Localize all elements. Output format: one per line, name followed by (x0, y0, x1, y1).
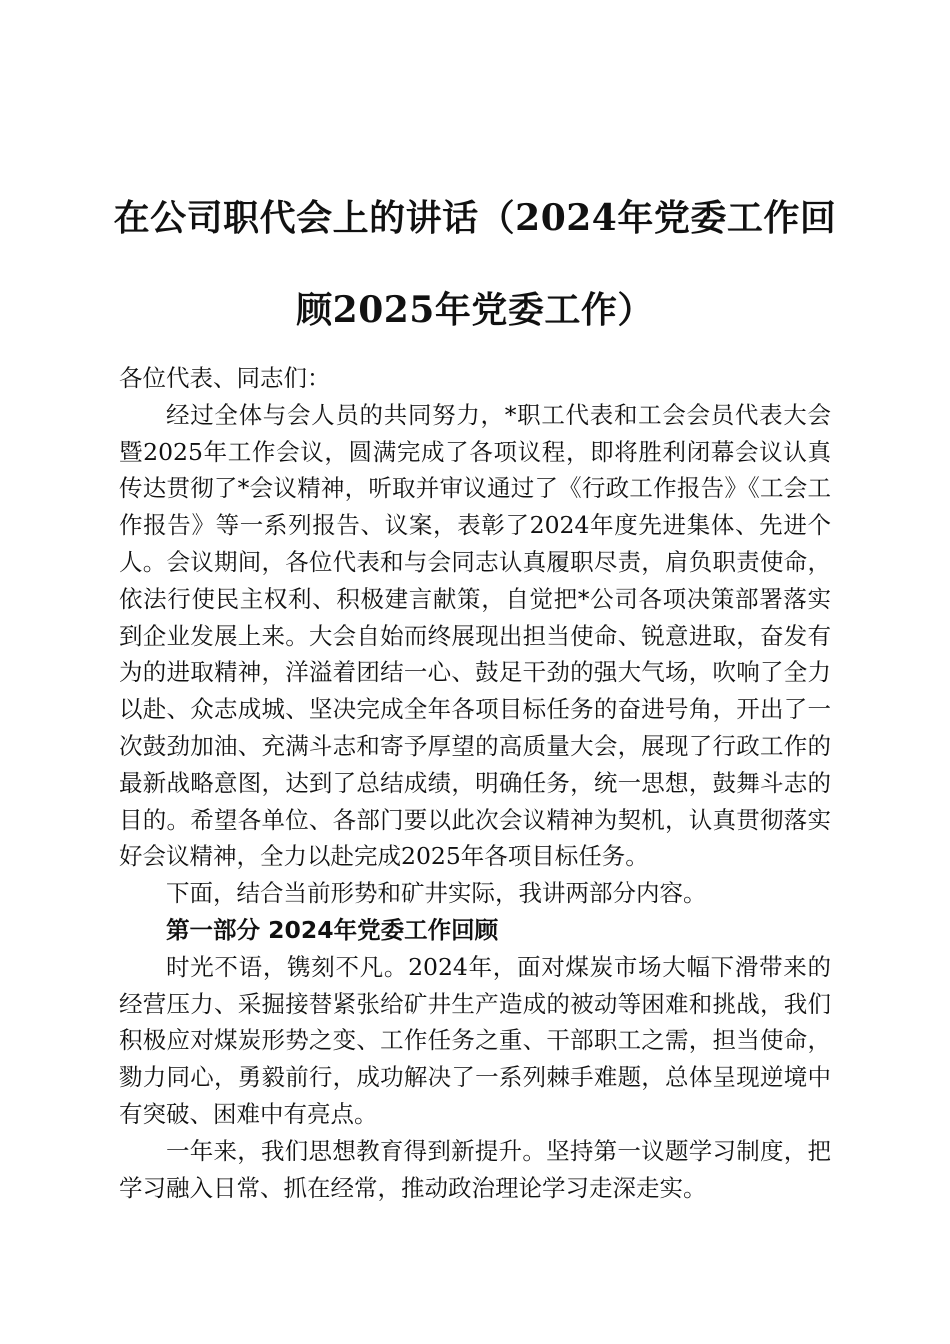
paragraph-review: 时光不语，镌刻不凡。2024年，面对煤炭市场大幅下滑带来的经营压力、采掘接替紧张给矿井生产造成的被动等困难和挑战，我们积极应对煤炭形势之变、工作任务之重、干部职工之需，担当使命，勠力同心，勇毅前行，成功解决了一系列棘手难题，总体呈现逆境中有突破、困难中有亮点。 (119, 952, 831, 1128)
paragraph-outline: 下面，结合当前形势和矿井实际，我讲两部分内容。 (166, 879, 707, 908)
section-heading: 第一部分 2024年党委工作回顾 (166, 915, 499, 944)
document-title: 在公司职代会上的讲话（2024年党委工作回顾2025年党委工作） (113, 197, 837, 331)
document-body (119, 360, 831, 1206)
salutation: 各位代表、同志们： (119, 364, 331, 392)
paragraph-education: 一年来，我们思想教育得到新提升。坚持第一议题学习制度，把学习融入日常、抓在经常，推动政治理论学习走深走实。 (119, 1136, 831, 1202)
paragraph-opening: 经过全体与会人员的共同努力，*职工代表和工会会员代表大会暨2025年工作会议，圆满完成了各项议程，即将胜利闭幕会议认真传达贯彻了*会议精神，听取并审议通过了《行政工作报告》《工会工作报告》等一系列报告、议案，表彰了2024年度先进集体、先进个人。会议期间，各位代表和与会同志认真履职尽责，肩负职责使命，依法行使民主权利、积极建言献策，自觉把*公司各项决策部署落实到企业发展上来。大会自始而终展现出担当使命、锐意进取，奋发有为的进取精神，洋溢着团结一心、鼓足干劲的强大气场，吹响了全力以赴、众志成城、坚决完成全年各项目标任务的奋进号角，开出了一次鼓劲加油、充满斗志和寄予厚望的高质量大会，展现了行政工作的最新战略意图，达到了总结成绩，明确任务，统一思想，鼓舞斗志的目的。希望各单位、各部门要以此次会议精神为契机，认真贯彻落实好会议精神，全力以赴完成2025年各项目标任务。 (119, 400, 831, 871)
